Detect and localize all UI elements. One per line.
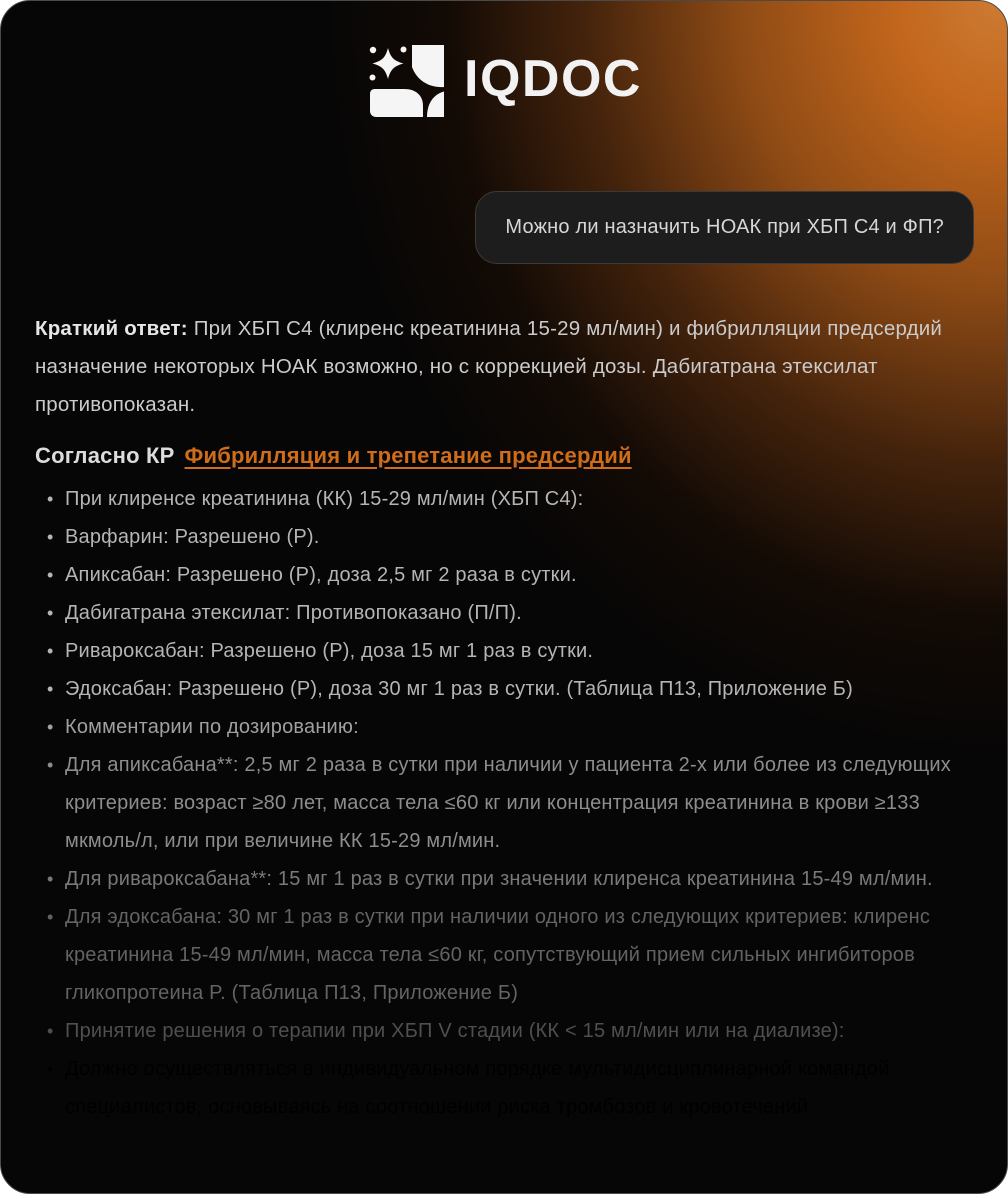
list-item: • При клиренсе креатинина (КК) 15-29 мл/мин (ХБП С4):: [35, 480, 973, 518]
sparkle-icon: [373, 48, 404, 79]
user-message-bubble: [475, 191, 974, 264]
assistant-answer: [1, 310, 1007, 1126]
list-item: • Эдоксабан: Разрешено (Р), доза 30 мг 1 раз в сутки. (Таблица П13, Приложение Б): [35, 670, 973, 708]
iqdoc-logo-icon: [366, 43, 446, 119]
list-item: • Принятие решения о терапии при ХБП V стадии (КК < 15 мл/мин или на диализе):: [35, 1012, 973, 1050]
guideline-link[interactable]: Фибрилляция и трепетание предсердий: [184, 443, 632, 468]
short-answer-label: Краткий ответ:: [35, 317, 188, 340]
list-item: • Должно осуществляться в индивидуальном порядке мультидисциплинарной командой специалистов, основываясь на соотношении риска тромбозов и кровотечений.: [35, 1050, 973, 1126]
short-answer-text: При ХБП С4 (клиренс креатинина 15-29 мл/мин) и фибрилляции предсердий назначение некоторых НОАК возможно, но с коррекцией дозы. Дабигатрана этексилат противопоказан.: [35, 317, 943, 416]
list-item: • Для эдоксабана: 30 мг 1 раз в сутки при наличии одного из следующих критериев: клиренс креатинина 15-49 мл/мин, масса тела ≤60 кг, сопутствующий прием сильных ингибиторов гликопротеина P. (Таблица П13, Приложение Б): [35, 898, 973, 1012]
list-item: • Ривароксабан: Разрешено (Р), доза 15 мг 1 раз в сутки.: [35, 632, 973, 670]
user-message-row: [1, 191, 1007, 264]
list-item: • Комментарии по дозированию:: [35, 708, 973, 746]
iqdoc-logo-text: IQDOC: [464, 50, 642, 108]
guideline-reference-line: [35, 440, 973, 472]
iqdoc-logo: [1, 1, 1007, 119]
guideline-prefix: Согласно КР: [35, 443, 175, 468]
answer-bullet-list: [35, 480, 973, 1126]
short-answer-paragraph: [35, 310, 973, 424]
list-item: • Для апиксабана**: 2,5 мг 2 раза в сутки при наличии у пациента 2-х или более из следующих критериев: возраст ≥80 лет, масса тела ≤60 кг или концентрация креатинина в крови ≥133 мкмоль/л, или при величине КК 15-29 мл/мин.: [35, 746, 973, 860]
user-message-text: Можно ли назначить НОАК при ХБП С4 и ФП?: [505, 216, 944, 238]
list-item: • Апиксабан: Разрешено (Р), доза 2,5 мг 2 раза в сутки.: [35, 556, 973, 594]
list-item: • Варфарин: Разрешено (Р).: [35, 518, 973, 556]
list-item: • Для ривароксабана**: 15 мг 1 раз в сутки при значении клиренса креатинина 15-49 мл/мин.: [35, 860, 973, 898]
list-item: • Дабигатрана этексилат: Противопоказано (П/П).: [35, 594, 973, 632]
